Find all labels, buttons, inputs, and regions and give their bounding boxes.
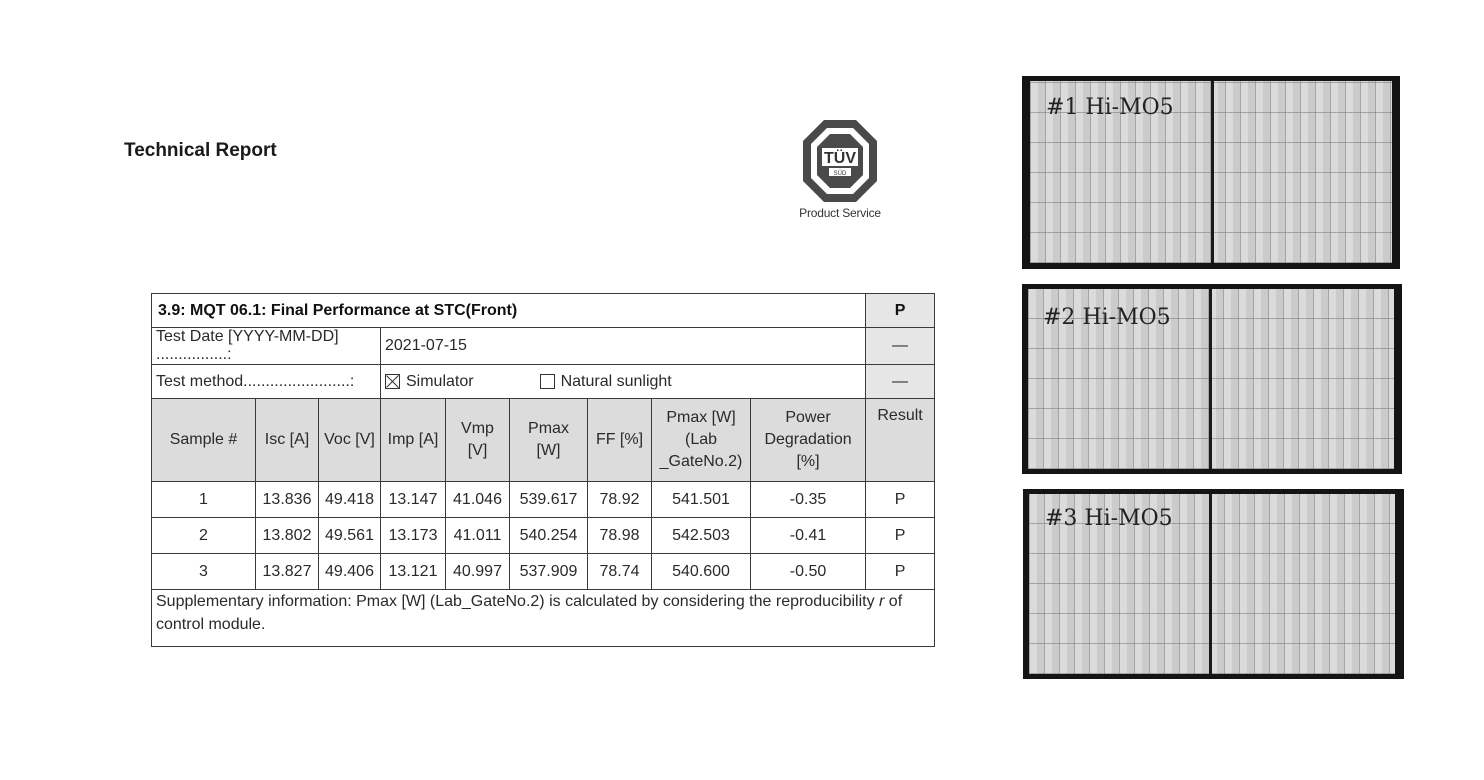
cell: 13.121 bbox=[381, 554, 446, 590]
performance-table bbox=[151, 293, 935, 647]
test-method-label: Test method........................: bbox=[152, 365, 381, 399]
cell: 78.74 bbox=[588, 554, 652, 590]
panel-label: #3 Hi-MO5 bbox=[1045, 506, 1173, 531]
header-vmp: Vmp [V] bbox=[446, 399, 510, 482]
test-method-verdict: — bbox=[866, 365, 935, 399]
el-image-panel-3 bbox=[1023, 489, 1404, 679]
cell: -0.41 bbox=[751, 518, 866, 554]
cell: P bbox=[866, 518, 935, 554]
panel-label: #2 Hi-MO5 bbox=[1043, 305, 1171, 330]
cell: -0.50 bbox=[751, 554, 866, 590]
supplementary-variable: r bbox=[879, 593, 885, 610]
panel-divider bbox=[1209, 289, 1212, 469]
table-row bbox=[152, 518, 935, 554]
technical-report bbox=[95, 90, 965, 680]
cell: -0.35 bbox=[751, 482, 866, 518]
table-row bbox=[152, 482, 935, 518]
tuv-octagon-icon bbox=[801, 118, 879, 204]
cell: 13.173 bbox=[381, 518, 446, 554]
header-power-degradation: Power Degradation [%] bbox=[751, 399, 866, 482]
logo-mark: TÜV bbox=[824, 150, 856, 167]
cell: 2 bbox=[152, 518, 256, 554]
cell: 41.011 bbox=[446, 518, 510, 554]
header-imp: Imp [A] bbox=[381, 399, 446, 482]
supplementary-text-end: of control module. bbox=[156, 593, 903, 633]
cell: 540.254 bbox=[510, 518, 588, 554]
cell: 49.561 bbox=[319, 518, 381, 554]
logo-caption: Product Service bbox=[799, 206, 881, 220]
option-label: Simulator bbox=[406, 372, 474, 390]
solar-panel-cells bbox=[1030, 81, 1392, 263]
logo-sub: SÜD bbox=[833, 171, 847, 177]
cell: 78.98 bbox=[588, 518, 652, 554]
section-verdict: P bbox=[866, 294, 935, 328]
cell: 49.418 bbox=[319, 482, 381, 518]
supplementary-info bbox=[152, 590, 935, 647]
cell: 3 bbox=[152, 554, 256, 590]
table-row bbox=[152, 554, 935, 590]
test-date-verdict: — bbox=[866, 328, 935, 365]
panel-divider bbox=[1211, 81, 1214, 263]
cell: 541.501 bbox=[652, 482, 751, 518]
cell: 49.406 bbox=[319, 554, 381, 590]
el-image-panel-2 bbox=[1022, 284, 1402, 474]
header-sample: Sample # bbox=[152, 399, 256, 482]
cell: P bbox=[866, 482, 935, 518]
option-natural-sunlight bbox=[540, 373, 672, 391]
report-title: Technical Report bbox=[124, 140, 277, 161]
cell: 540.600 bbox=[652, 554, 751, 590]
cell: 40.997 bbox=[446, 554, 510, 590]
cell: 13.147 bbox=[381, 482, 446, 518]
el-image-panel-1 bbox=[1022, 76, 1400, 269]
cell: 13.836 bbox=[256, 482, 319, 518]
test-date-value: 2021-07-15 bbox=[381, 328, 866, 365]
cell: 78.92 bbox=[588, 482, 652, 518]
cell: 539.617 bbox=[510, 482, 588, 518]
solar-panel-cells bbox=[1029, 494, 1395, 674]
panel-divider bbox=[1209, 494, 1212, 674]
test-date-label: Test Date [YYYY-MM-DD] ................: bbox=[152, 328, 381, 365]
header-isc: Isc [A] bbox=[256, 399, 319, 482]
option-simulator bbox=[385, 373, 474, 391]
header-result: Result bbox=[866, 399, 935, 482]
header-pmax-lab: Pmax [W] (Lab _GateNo.2) bbox=[652, 399, 751, 482]
checked-box-icon bbox=[385, 374, 400, 389]
cell: 13.827 bbox=[256, 554, 319, 590]
cell: 1 bbox=[152, 482, 256, 518]
section-title: 3.9: MQT 06.1: Final Performance at STC(Front) bbox=[152, 294, 866, 328]
test-method-options bbox=[381, 365, 866, 399]
header-ff: FF [%] bbox=[588, 399, 652, 482]
supplementary-text: Supplementary information: Pmax [W] (Lab_GateNo.2) is calculated by considering the reproducibility bbox=[156, 593, 880, 610]
cell: P bbox=[866, 554, 935, 590]
cell: 542.503 bbox=[652, 518, 751, 554]
cell: 13.802 bbox=[256, 518, 319, 554]
cell: 537.909 bbox=[510, 554, 588, 590]
solar-panel-cells bbox=[1028, 289, 1394, 469]
tuv-logo bbox=[795, 118, 885, 220]
option-label: Natural sunlight bbox=[560, 372, 672, 390]
header-pmax: Pmax [W] bbox=[510, 399, 588, 482]
empty-box-icon bbox=[540, 374, 555, 389]
cell: 41.046 bbox=[446, 482, 510, 518]
panel-label: #1 Hi-MO5 bbox=[1046, 95, 1174, 120]
header-voc: Voc [V] bbox=[319, 399, 381, 482]
